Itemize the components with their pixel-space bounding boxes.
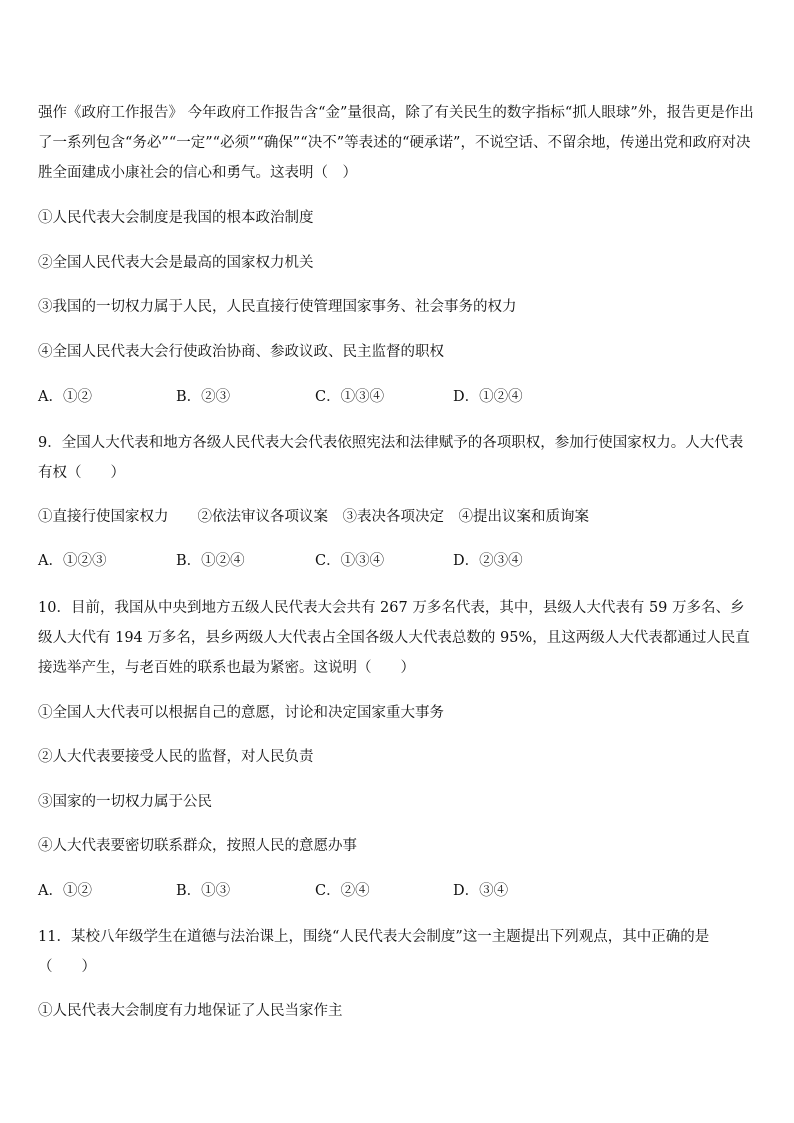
q9-choice-c: C．①③④ [315, 553, 385, 569]
q8-choice-c: C．①③④ [315, 389, 385, 405]
q8-choice-d: D．①②④ [453, 389, 523, 405]
q9-stem: 9．全国人大代表和地方各级人民代表大会代表依照宪法和法律赋予的各项职权，参加行使国家权力。人大代表有权（ ） [38, 435, 744, 481]
q8-item-2: ②全国人民代表大会是最高的国家权力机关 [38, 255, 314, 271]
q9-choice-b: B．①②④ [176, 553, 245, 569]
q8-item-3: ③我国的一切权力属于人民，人民直接行使管理国家事务、社会事务的权力 [38, 299, 517, 315]
q10-item-3: ③国家的一切权力属于公民 [38, 794, 212, 810]
q9-choice-a: A．①②③ [38, 553, 107, 569]
q10-choice-b: B．①③ [176, 883, 231, 899]
q9-choice-d: D．②③④ [453, 553, 523, 569]
q10-stem: 10．目前，我国从中央到地方五级人民代表大会共有 267 万多名代表，其中，县级人大代表有 59 万多名、乡级人大代有 194 万多名，县乡两级人大代表占全国各级人大代表总数的 95%，且这两级人大代表都通过人民直接选举产生，与老百姓的联系也最为紧密。这说明（ ） [38, 600, 750, 676]
q8-choice-a: A．①② [38, 389, 92, 405]
q10-item-2: ②人大代表要接受人民的监督，对人民负责 [38, 749, 314, 765]
q8-stem: 强作《政府工作报告》 今年政府工作报告含“金”量很高，除了有关民生的数字指标“抓人眼球”外，报告更是作出了一系列包含“务必”“一定”“必须”“确保”“决不”等表述的“硬承诺”，不说空话、不留余地，传递出党和政府对决胜全面建成小康社会的信心和勇气。这表明（ ） [38, 105, 754, 181]
q11-item-1: ①人民代表大会制度有力地保证了人民当家作主 [38, 1003, 343, 1019]
q10-choice-c: C．②④ [315, 883, 370, 899]
q10-choice-d: D．③④ [453, 883, 509, 899]
q10-item-4: ④人大代表要密切联系群众，按照人民的意愿办事 [38, 838, 357, 854]
q9-items: ①直接行使国家权力 ②依法审议各项议案 ③表决各项决定 ④提出议案和质询案 [38, 509, 589, 525]
q10-item-1: ①全国人大代表可以根据自己的意愿，讨论和决定国家重大事务 [38, 705, 444, 721]
q8-choice-b: B．②③ [176, 389, 231, 405]
q11-stem: 11．某校八年级学生在道德与法治课上，围绕“人民代表大会制度”这一主题提出下列观点，其中正确的是（ ） [38, 929, 710, 975]
q8-item-4: ④全国人民代表大会行使政治协商、参政议政、民主监督的职权 [38, 344, 444, 360]
q8-item-1: ①人民代表大会制度是我国的根本政治制度 [38, 210, 314, 226]
q10-choice-a: A．①② [38, 883, 92, 899]
